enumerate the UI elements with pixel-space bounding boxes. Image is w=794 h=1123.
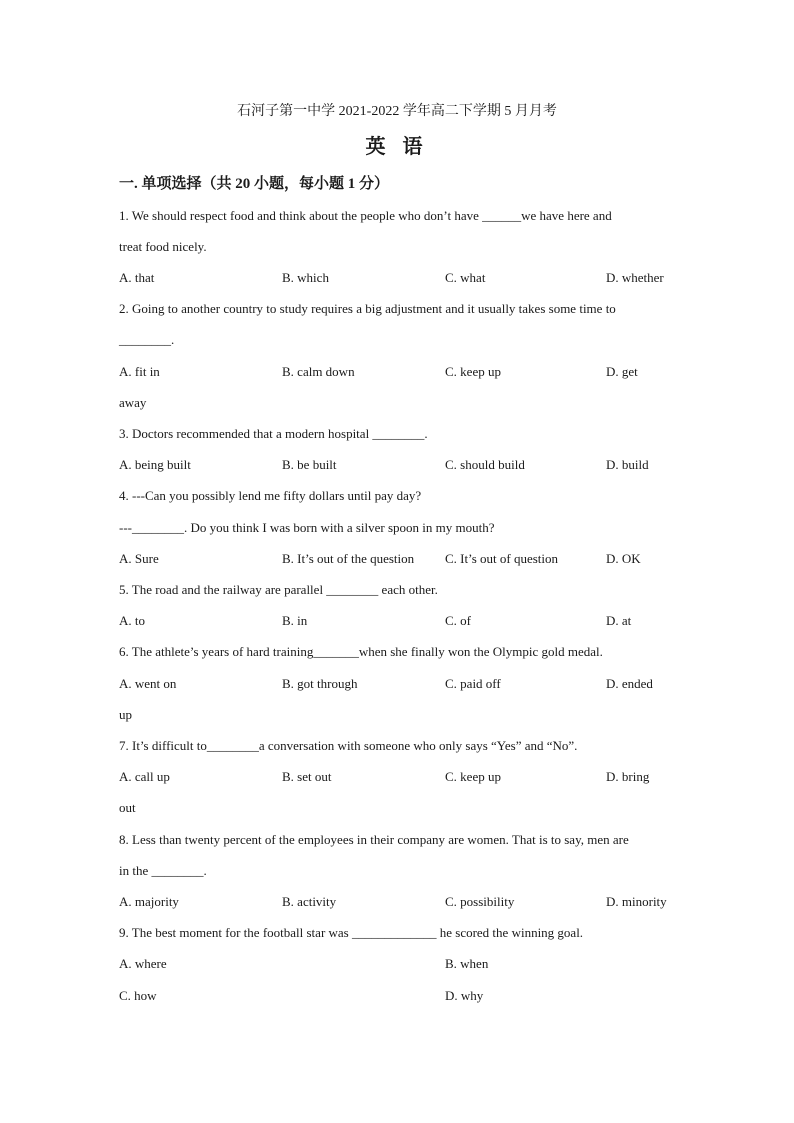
question-9-stem-line-1: 9. The best moment for the football star was _____________ he scored the winning goal. [119,925,584,940]
question-4-option-d: D. OK [606,551,641,566]
question-4-stem-line-2: ---________. Do you think I was born with a silver spoon in my mouth? [119,520,495,535]
question-3-option-d: D. build [606,457,649,472]
question-1-option-d: D. whether [606,270,664,285]
question-2-option-b: B. calm down [282,364,355,379]
subject-title: 英 语 [365,136,429,158]
question-7-option-b: B. set out [282,769,332,784]
question-6-option-d: D. ended [606,676,653,691]
question-4-stem-line-1: 4. ---Can you possibly lend me fifty dollars until pay day? [119,488,422,503]
question-5-option-a: A. to [119,613,145,628]
question-6-option-c: C. paid off [445,676,501,691]
section-title: 一. 单项选择（共 20 小题，每小题 1 分） [119,176,390,192]
question-8-option-d: D. minority [606,894,667,909]
question-6-stem-line-1: 6. The athlete’s years of hard training_______when she finally won the Olympic gold medal. [119,644,603,659]
question-4-option-c: C. It’s out of question [445,551,559,566]
question-9-option-c: C. how [119,988,157,1003]
question-5-option-c: C. of [445,613,471,628]
question-2-option-a: A. fit in [119,364,160,379]
question-5-option-d: D. at [606,613,632,628]
question-3-option-c: C. should build [445,457,525,472]
question-1-option-a: A. that [119,270,155,285]
school-title: 石河子第一中学 2021-2022 学年高二下学期 5 月月考 [237,104,557,119]
question-3-option-b: B. be built [282,457,337,472]
question-1-option-c: C. what [445,270,486,285]
question-3-stem-line-1: 3. Doctors recommended that a modern hospital ________. [119,426,428,441]
question-1-stem-line-2: treat food nicely. [119,239,207,254]
question-7-option-a: A. call up [119,769,170,784]
question-4-option-a: A. Sure [119,551,159,566]
question-7-option-d: D. bring [606,769,650,784]
question-5-option-b: B. in [282,613,308,628]
question-2-stem-line-1: 2. Going to another country to study requires a big adjustment and it usually takes some time to [119,301,616,316]
question-2-stem-line-2: ________. [119,332,175,347]
question-4-option-b: B. It’s out of the question [282,551,415,566]
question-3-option-a: A. being built [119,457,191,472]
question-9-option-b: B. when [445,956,489,971]
question-8-stem-line-1: 8. Less than twenty percent of the employees in their company are women. That is to say, men are [119,832,629,847]
question-7-option-c: C. keep up [445,769,501,784]
question-1-stem-line-1: 1. We should respect food and think about the people who don’t have ______we have here and [119,208,612,223]
question-6-option-a: A. went on [119,676,177,691]
question-8-option-c: C. possibility [445,894,515,909]
question-8-option-b: B. activity [282,894,337,909]
question-5-stem-line-1: 5. The road and the railway are parallel ________ each other. [119,582,438,597]
question-2-option-d: D. get [606,364,638,379]
question-1-option-b: B. which [282,270,329,285]
question-6-option-b: B. got through [282,676,358,691]
question-2-option-d-wrap: away [119,395,147,410]
question-9-option-d: D. why [445,988,484,1003]
question-8-option-a: A. majority [119,894,179,909]
question-8-stem-line-2: in the ________. [119,863,207,878]
question-7-option-d-wrap: out [119,800,136,815]
question-7-stem-line-1: 7. It’s difficult to________a conversation with someone who only says “Yes” and “No”. [119,738,578,753]
question-6-option-d-wrap: up [119,707,132,722]
question-2-option-c: C. keep up [445,364,501,379]
question-9-option-a: A. where [119,956,167,971]
